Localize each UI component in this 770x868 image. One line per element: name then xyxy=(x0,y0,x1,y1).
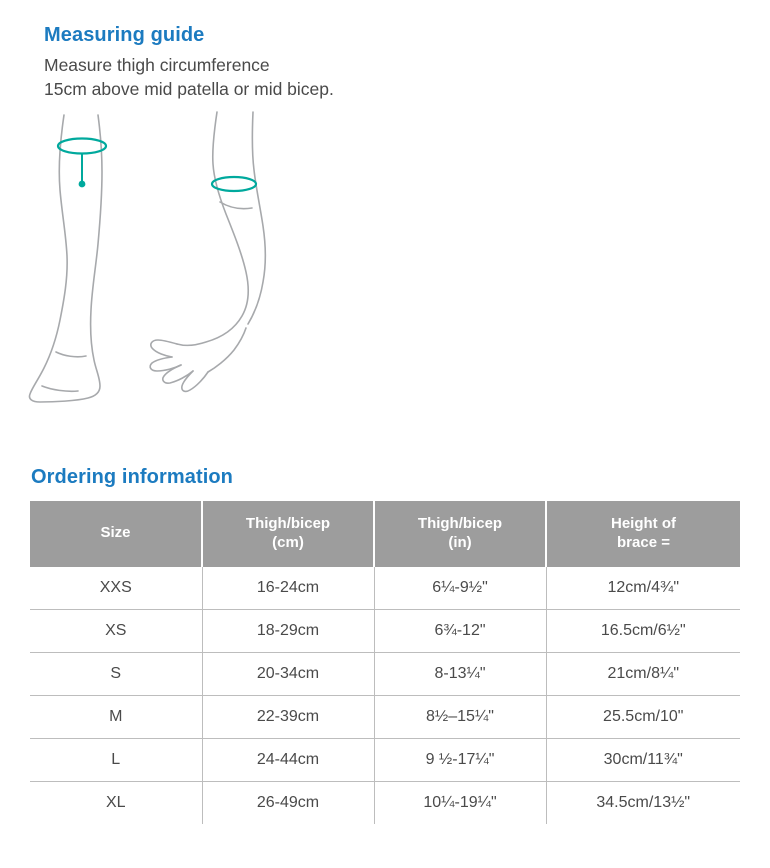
column-header-cm-line2: (cm) xyxy=(272,533,304,551)
measuring-guide-heading: Measuring guide xyxy=(44,24,205,46)
cell-height: 16.5cm/6½" xyxy=(546,609,740,652)
thigh-measure-band-icon xyxy=(58,139,106,188)
column-header-size-label: Size xyxy=(100,524,131,542)
table-row xyxy=(30,652,740,695)
column-header-cm-line1: Thigh/bicep xyxy=(245,515,331,532)
sizing-table-head xyxy=(30,501,740,567)
measuring-illustration xyxy=(20,106,320,406)
cell-in: 10¼-19¼" xyxy=(374,781,546,824)
column-header-height-line1: Height of xyxy=(611,515,676,532)
cell-in: 6¾-12" xyxy=(374,609,546,652)
cell-height: 30cm/11¾" xyxy=(546,738,740,781)
column-header-height-line2: brace = xyxy=(617,533,670,551)
cell-in: 8-13¼" xyxy=(374,652,546,695)
cell-size: S xyxy=(30,652,202,695)
column-header-size xyxy=(30,501,202,567)
cell-size: M xyxy=(30,695,202,738)
table-header-row xyxy=(30,501,740,567)
column-header-in-line2: (in) xyxy=(448,533,472,551)
ordering-information-heading: Ordering information xyxy=(31,466,233,488)
column-header-height xyxy=(546,501,740,567)
cell-cm: 26-49cm xyxy=(202,781,374,824)
cell-cm: 20-34cm xyxy=(202,652,374,695)
cell-cm: 16-24cm xyxy=(202,567,374,610)
sizing-table-body xyxy=(30,567,740,824)
measuring-guide-section xyxy=(44,24,744,101)
table-row xyxy=(30,781,740,824)
arm-figure-illustration xyxy=(150,112,265,391)
cell-cm: 18-29cm xyxy=(202,609,374,652)
ordering-information-section xyxy=(30,466,740,824)
table-row xyxy=(30,695,740,738)
cell-in: 9 ½-17¼" xyxy=(374,738,546,781)
cell-size: L xyxy=(30,738,202,781)
leg-figure-illustration xyxy=(29,115,102,402)
sizing-table xyxy=(30,501,740,824)
column-header-in-line1: Thigh/bicep xyxy=(417,515,503,532)
cell-in: 8½–15¼" xyxy=(374,695,546,738)
cell-height: 34.5cm/13½" xyxy=(546,781,740,824)
column-header-cm xyxy=(202,501,374,567)
cell-cm: 24-44cm xyxy=(202,738,374,781)
cell-size: XXS xyxy=(30,567,202,610)
cell-size: XS xyxy=(30,609,202,652)
cell-in: 6¼-9½" xyxy=(374,567,546,610)
figures-svg xyxy=(20,106,320,406)
column-header-in xyxy=(374,501,546,567)
cell-size: XL xyxy=(30,781,202,824)
table-row xyxy=(30,738,740,781)
cell-cm: 22-39cm xyxy=(202,695,374,738)
table-row xyxy=(30,567,740,610)
measuring-guide-line-1: Measure thigh circumference xyxy=(44,55,270,75)
bicep-measure-band-icon xyxy=(212,177,256,191)
table-row xyxy=(30,609,740,652)
cell-height: 21cm/8¼" xyxy=(546,652,740,695)
cell-height: 12cm/4¾" xyxy=(546,567,740,610)
measuring-guide-line-2: 15cm above mid patella or mid bicep. xyxy=(44,79,334,100)
cell-height: 25.5cm/10" xyxy=(546,695,740,738)
